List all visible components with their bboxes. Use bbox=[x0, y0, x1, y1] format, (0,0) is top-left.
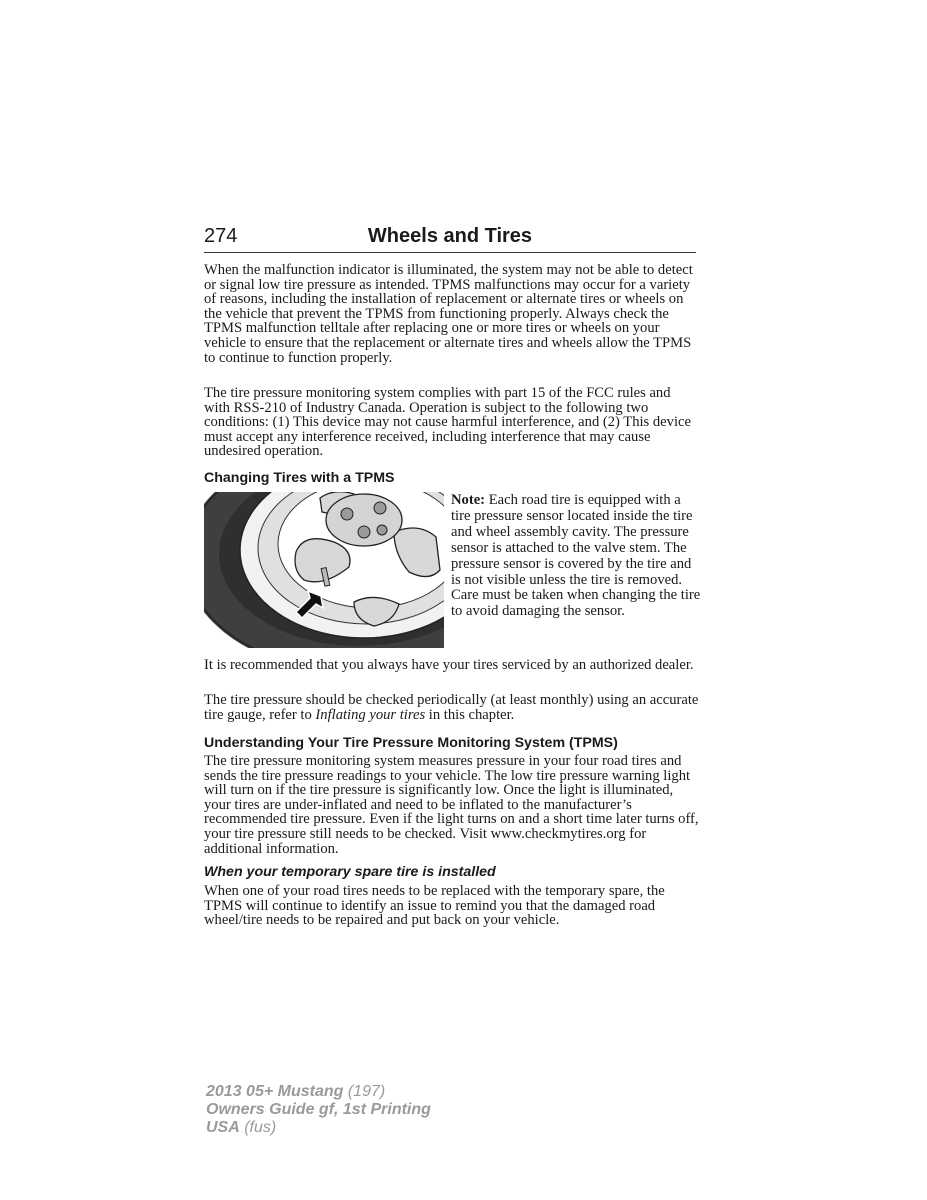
paragraph-malfunction: When the malfunction indicator is illuminated, the system may not be able to detect or signal low tire pressure as intended. TPMS malfunctions may occur for a variety of reasons, including the installation of replacement or alternate tires or wheels on the vehicle that prevent the TPMS from functioning properly. Always check the TPMS malfunction telltale after replacing one or more tires or wheels on your vehicle to ensure that the replacement or alternate tires and wheels allow the TPMS to continue to function properly. bbox=[204, 262, 693, 366]
p4-start: The tire pressure should be checked periodically (at least monthly) using an accurate tire gauge, refer to bbox=[204, 692, 699, 723]
paragraph-spare-tire: When one of your road tires needs to be replaced with the temporary spare, the TPMS will continue to identify an issue to remind you that the damaged road wheel/tire needs to be repaired and put back on your vehicle. bbox=[204, 883, 665, 929]
note-text: Each road tire is equipped with a tire pressure sensor located inside the tire and wheel assembly cavity. The pressure sensor is attached to the valve stem. The pressure sensor is covered by the tire and is not visible unless the tire is removed. Care must be taken when changing the tire to avoid damaging the sensor. bbox=[451, 492, 701, 620]
p4-end: in this chapter. bbox=[425, 706, 515, 723]
footer-line1-bold: 2013 05+ Mustang bbox=[206, 1083, 344, 1100]
footer-line3-light: (fus) bbox=[239, 1119, 277, 1136]
section-title: Wheels and Tires bbox=[367, 225, 533, 247]
heading-understanding-tpms: Understanding Your Tire Pressure Monitoring System (TPMS) bbox=[204, 735, 618, 751]
tire-sensor-illustration bbox=[204, 492, 444, 648]
paragraph-tpms-description: The tire pressure monitoring system measures pressure in your four road tires and sends the tire pressure readings to your vehicle. The low tire pressure warning light will turn on if the tire pressure is significantly low. Once the light is illuminated, your tires are under-inflated and need to be inflated to the manufacturer’s recommended tire pressure. Even if the light turns on and a short time later turns off, your tire pressure still needs to be checked. Visit www.checkmytires.org for additional information. bbox=[204, 753, 699, 857]
print-footer bbox=[206, 1083, 431, 1137]
footer-line1-light: (197) bbox=[343, 1083, 386, 1100]
inflating-tires-reference: Inflating your tires bbox=[315, 706, 426, 723]
footer-line2-bold: Owners Guide gf, 1st Printing bbox=[206, 1101, 431, 1118]
paragraph-check-periodically bbox=[204, 693, 700, 722]
note-label: Note: bbox=[451, 492, 486, 508]
page-header bbox=[204, 224, 696, 253]
paragraph-dealer: It is recommended that you always have your tires serviced by an authorized dealer. bbox=[204, 657, 694, 673]
note-sensor bbox=[451, 493, 701, 620]
tire-valve-sensor-icon bbox=[204, 492, 444, 648]
paragraph-fcc: The tire pressure monitoring system complies with part 15 of the FCC rules and with RSS-210 of Industry Canada. Operation is subject to the following two conditions: (1) This device may not cause harmful interference, and (2) This device must accept any interference received, including interference that may cause undesired operation. bbox=[204, 385, 691, 460]
heading-changing-tires: Changing Tires with a TPMS bbox=[204, 470, 395, 486]
footer-line3-bold: USA bbox=[206, 1119, 240, 1136]
heading-spare-tire: When your temporary spare tire is installed bbox=[204, 864, 496, 880]
page-number: 274 bbox=[204, 225, 238, 247]
